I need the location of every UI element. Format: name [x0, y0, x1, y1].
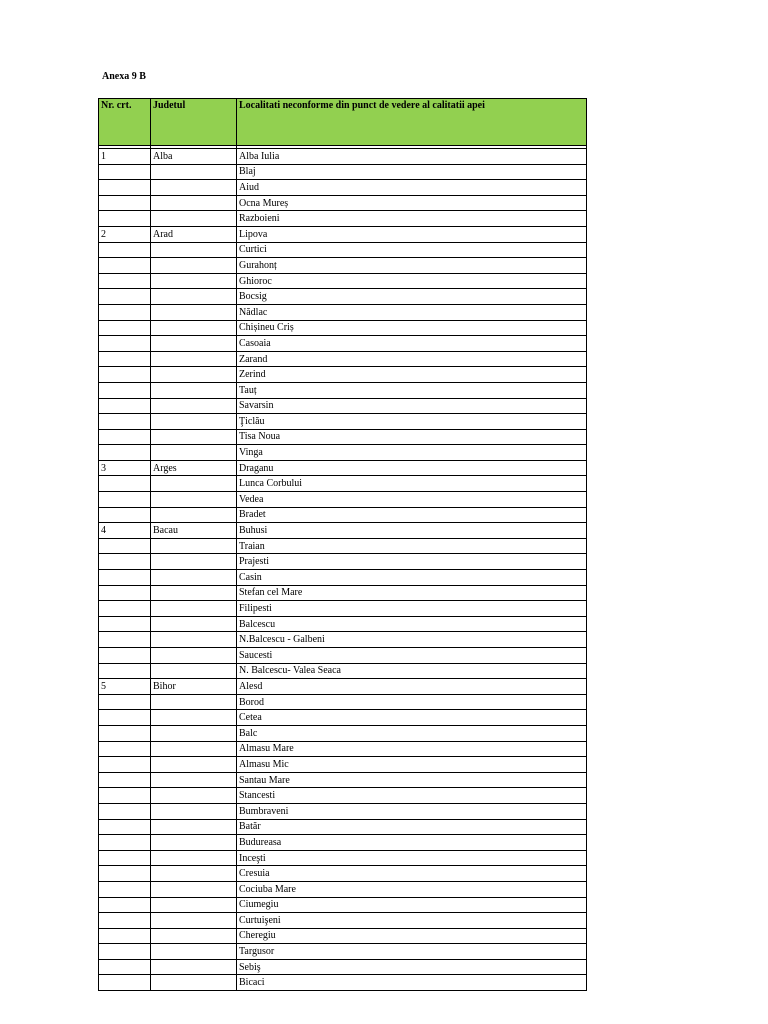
- header-nr-crt: Nr. crt.: [99, 99, 151, 146]
- cell-localitate: Bocsig: [237, 289, 587, 305]
- cell-localitate: Almasu Mic: [237, 757, 587, 773]
- table-row: [99, 492, 587, 508]
- cell-localitate: Almasu Mare: [237, 741, 587, 757]
- cell-nr-crt: [99, 570, 151, 586]
- cell-judet: [151, 258, 237, 274]
- cell-localitate: Targusor: [237, 944, 587, 960]
- cell-nr-crt: [99, 913, 151, 929]
- cell-judet: [151, 757, 237, 773]
- cell-localitate: Vinga: [237, 445, 587, 461]
- cell-nr-crt: 2: [99, 226, 151, 242]
- cell-judet: [151, 476, 237, 492]
- cell-nr-crt: [99, 944, 151, 960]
- cell-localitate: Traian: [237, 538, 587, 554]
- table-row: [99, 679, 587, 695]
- cell-judet: [151, 850, 237, 866]
- cell-nr-crt: [99, 367, 151, 383]
- cell-judet: [151, 242, 237, 258]
- table-row: [99, 211, 587, 227]
- cell-localitate: Ciumegiu: [237, 897, 587, 913]
- cell-nr-crt: [99, 663, 151, 679]
- table-row: [99, 289, 587, 305]
- cell-localitate: Tauț: [237, 382, 587, 398]
- cell-localitate: Alba Iulia: [237, 149, 587, 165]
- cell-nr-crt: [99, 819, 151, 835]
- cell-judet: Bihor: [151, 679, 237, 695]
- cell-judet: [151, 741, 237, 757]
- cell-nr-crt: [99, 507, 151, 523]
- cell-localitate: Savarsin: [237, 398, 587, 414]
- cell-localitate: Balc: [237, 725, 587, 741]
- table-row: [99, 429, 587, 445]
- cell-nr-crt: [99, 803, 151, 819]
- table-row: [99, 351, 587, 367]
- table-row: [99, 445, 587, 461]
- cell-localitate: Stancesti: [237, 788, 587, 804]
- cell-localitate: Vedea: [237, 492, 587, 508]
- cell-nr-crt: [99, 897, 151, 913]
- cell-localitate: Ghioroc: [237, 273, 587, 289]
- cell-localitate: Sebiş: [237, 959, 587, 975]
- cell-judet: [151, 429, 237, 445]
- cell-judet: [151, 881, 237, 897]
- cell-judet: [151, 601, 237, 617]
- table-row: [99, 928, 587, 944]
- cell-localitate: Borod: [237, 694, 587, 710]
- cell-nr-crt: [99, 648, 151, 664]
- table-row: [99, 959, 587, 975]
- table-row: [99, 944, 587, 960]
- cell-judet: [151, 710, 237, 726]
- cell-nr-crt: [99, 336, 151, 352]
- cell-nr-crt: [99, 476, 151, 492]
- cell-nr-crt: [99, 195, 151, 211]
- cell-nr-crt: [99, 289, 151, 305]
- cell-judet: [151, 663, 237, 679]
- cell-nr-crt: [99, 414, 151, 430]
- cell-localitate: Gurahonț: [237, 258, 587, 274]
- cell-localitate: Bumbraveni: [237, 803, 587, 819]
- table-row: [99, 320, 587, 336]
- table-row: [99, 788, 587, 804]
- cell-nr-crt: [99, 164, 151, 180]
- cell-localitate: Tisa Noua: [237, 429, 587, 445]
- table-row: [99, 585, 587, 601]
- cell-judet: [151, 616, 237, 632]
- cell-judet: [151, 351, 237, 367]
- cell-localitate: Curtici: [237, 242, 587, 258]
- cell-judet: [151, 835, 237, 851]
- table-row: [99, 866, 587, 882]
- cell-localitate: Cheregiu: [237, 928, 587, 944]
- cell-nr-crt: [99, 866, 151, 882]
- cell-judet: [151, 585, 237, 601]
- cell-judet: Arad: [151, 226, 237, 242]
- cell-judet: [151, 803, 237, 819]
- cell-judet: [151, 819, 237, 835]
- table-row: [99, 164, 587, 180]
- cell-judet: [151, 336, 237, 352]
- cell-judet: [151, 897, 237, 913]
- table-row: [99, 195, 587, 211]
- cell-judet: [151, 632, 237, 648]
- document-title: Anexa 9 B: [102, 71, 146, 82]
- table-row: [99, 398, 587, 414]
- cell-judet: [151, 975, 237, 991]
- table-header-row: [99, 99, 587, 146]
- cell-judet: [151, 195, 237, 211]
- table-row: [99, 538, 587, 554]
- table-row: [99, 476, 587, 492]
- cell-judet: [151, 944, 237, 960]
- cell-nr-crt: 4: [99, 523, 151, 539]
- cell-localitate: N. Balcescu- Valea Seaca: [237, 663, 587, 679]
- table-row: [99, 710, 587, 726]
- cell-judet: [151, 289, 237, 305]
- cell-nr-crt: [99, 710, 151, 726]
- cell-judet: Bacau: [151, 523, 237, 539]
- table-row: [99, 803, 587, 819]
- table-row: [99, 554, 587, 570]
- cell-localitate: Cresuia: [237, 866, 587, 882]
- table-row: [99, 819, 587, 835]
- cell-nr-crt: [99, 304, 151, 320]
- table-row: [99, 273, 587, 289]
- cell-localitate: Lunca Corbului: [237, 476, 587, 492]
- table-row: [99, 850, 587, 866]
- cell-judet: [151, 928, 237, 944]
- cell-nr-crt: [99, 959, 151, 975]
- cell-nr-crt: [99, 554, 151, 570]
- cell-nr-crt: [99, 492, 151, 508]
- cell-judet: [151, 772, 237, 788]
- table-row: [99, 507, 587, 523]
- cell-judet: [151, 180, 237, 196]
- table-row: [99, 757, 587, 773]
- header-judetul: Judetul: [151, 99, 237, 146]
- cell-nr-crt: [99, 632, 151, 648]
- cell-judet: [151, 788, 237, 804]
- cell-judet: [151, 648, 237, 664]
- cell-localitate: Stefan cel Mare: [237, 585, 587, 601]
- cell-nr-crt: [99, 585, 151, 601]
- cell-nr-crt: [99, 273, 151, 289]
- cell-judet: [151, 320, 237, 336]
- cell-judet: [151, 554, 237, 570]
- cell-localitate: Razboieni: [237, 211, 587, 227]
- cell-localitate: Balcescu: [237, 616, 587, 632]
- table-row: [99, 835, 587, 851]
- cell-judet: [151, 492, 237, 508]
- cell-localitate: Nădlac: [237, 304, 587, 320]
- cell-localitate: Budureasa: [237, 835, 587, 851]
- cell-localitate: Cociuba Mare: [237, 881, 587, 897]
- cell-localitate: Buhusi: [237, 523, 587, 539]
- cell-judet: Alba: [151, 149, 237, 165]
- cell-nr-crt: [99, 180, 151, 196]
- table-row: [99, 258, 587, 274]
- table-row: [99, 975, 587, 991]
- cell-judet: [151, 211, 237, 227]
- table-row: [99, 601, 587, 617]
- cell-nr-crt: [99, 242, 151, 258]
- table-row: [99, 772, 587, 788]
- table-row: [99, 180, 587, 196]
- cell-nr-crt: [99, 445, 151, 461]
- table-row: [99, 149, 587, 165]
- cell-localitate: Batăr: [237, 819, 587, 835]
- cell-judet: [151, 913, 237, 929]
- cell-localitate: Saucesti: [237, 648, 587, 664]
- cell-judet: [151, 866, 237, 882]
- cell-localitate: Alesd: [237, 679, 587, 695]
- table-row: [99, 632, 587, 648]
- cell-nr-crt: [99, 881, 151, 897]
- cell-localitate: Curtuişeni: [237, 913, 587, 929]
- cell-localitate: Zarand: [237, 351, 587, 367]
- cell-nr-crt: 1: [99, 149, 151, 165]
- localities-table: [98, 98, 587, 991]
- table-row: [99, 226, 587, 242]
- cell-nr-crt: [99, 616, 151, 632]
- cell-localitate: Casin: [237, 570, 587, 586]
- cell-judet: [151, 382, 237, 398]
- cell-localitate: Santau Mare: [237, 772, 587, 788]
- cell-judet: [151, 725, 237, 741]
- cell-nr-crt: [99, 850, 151, 866]
- cell-nr-crt: [99, 398, 151, 414]
- cell-judet: [151, 507, 237, 523]
- cell-nr-crt: [99, 975, 151, 991]
- table-row: [99, 648, 587, 664]
- cell-nr-crt: [99, 928, 151, 944]
- cell-nr-crt: [99, 429, 151, 445]
- cell-judet: [151, 273, 237, 289]
- cell-localitate: Filipesti: [237, 601, 587, 617]
- cell-judet: [151, 304, 237, 320]
- cell-nr-crt: [99, 211, 151, 227]
- cell-nr-crt: 3: [99, 460, 151, 476]
- cell-localitate: Ţiclău: [237, 414, 587, 430]
- header-localitati: Localitati neconforme din punct de vedere al calitatii apei: [237, 99, 587, 146]
- table-row: [99, 242, 587, 258]
- cell-judet: Arges: [151, 460, 237, 476]
- cell-nr-crt: 5: [99, 679, 151, 695]
- cell-nr-crt: [99, 601, 151, 617]
- cell-localitate: Draganu: [237, 460, 587, 476]
- cell-judet: [151, 367, 237, 383]
- table-row: [99, 382, 587, 398]
- cell-localitate: Lipova: [237, 226, 587, 242]
- cell-nr-crt: [99, 320, 151, 336]
- cell-judet: [151, 445, 237, 461]
- table-row: [99, 897, 587, 913]
- table-row: [99, 694, 587, 710]
- cell-localitate: Inceşti: [237, 850, 587, 866]
- cell-localitate: Aiud: [237, 180, 587, 196]
- table-row: [99, 414, 587, 430]
- cell-localitate: Bradet: [237, 507, 587, 523]
- cell-localitate: Blaj: [237, 164, 587, 180]
- cell-localitate: Bicaci: [237, 975, 587, 991]
- table-row: [99, 913, 587, 929]
- cell-nr-crt: [99, 741, 151, 757]
- table-row: [99, 725, 587, 741]
- cell-nr-crt: [99, 694, 151, 710]
- cell-localitate: Casoaia: [237, 336, 587, 352]
- table-row: [99, 460, 587, 476]
- cell-localitate: Cetea: [237, 710, 587, 726]
- table-row: [99, 336, 587, 352]
- cell-localitate: Zerind: [237, 367, 587, 383]
- cell-judet: [151, 959, 237, 975]
- table-row: [99, 367, 587, 383]
- table-row: [99, 523, 587, 539]
- table-row: [99, 304, 587, 320]
- cell-localitate: Prajesti: [237, 554, 587, 570]
- cell-nr-crt: [99, 772, 151, 788]
- table-row: [99, 881, 587, 897]
- table-row: [99, 741, 587, 757]
- cell-nr-crt: [99, 725, 151, 741]
- cell-localitate: Ocna Mureș: [237, 195, 587, 211]
- cell-judet: [151, 164, 237, 180]
- cell-judet: [151, 538, 237, 554]
- table-row: [99, 570, 587, 586]
- table-row: [99, 663, 587, 679]
- cell-nr-crt: [99, 382, 151, 398]
- table-body: [99, 146, 587, 991]
- cell-nr-crt: [99, 258, 151, 274]
- cell-localitate: Chișineu Criș: [237, 320, 587, 336]
- cell-nr-crt: [99, 538, 151, 554]
- cell-judet: [151, 398, 237, 414]
- cell-judet: [151, 694, 237, 710]
- cell-localitate: N.Balcescu - Galbeni: [237, 632, 587, 648]
- table-row: [99, 616, 587, 632]
- cell-nr-crt: [99, 351, 151, 367]
- cell-nr-crt: [99, 835, 151, 851]
- cell-nr-crt: [99, 757, 151, 773]
- cell-judet: [151, 570, 237, 586]
- cell-judet: [151, 414, 237, 430]
- cell-nr-crt: [99, 788, 151, 804]
